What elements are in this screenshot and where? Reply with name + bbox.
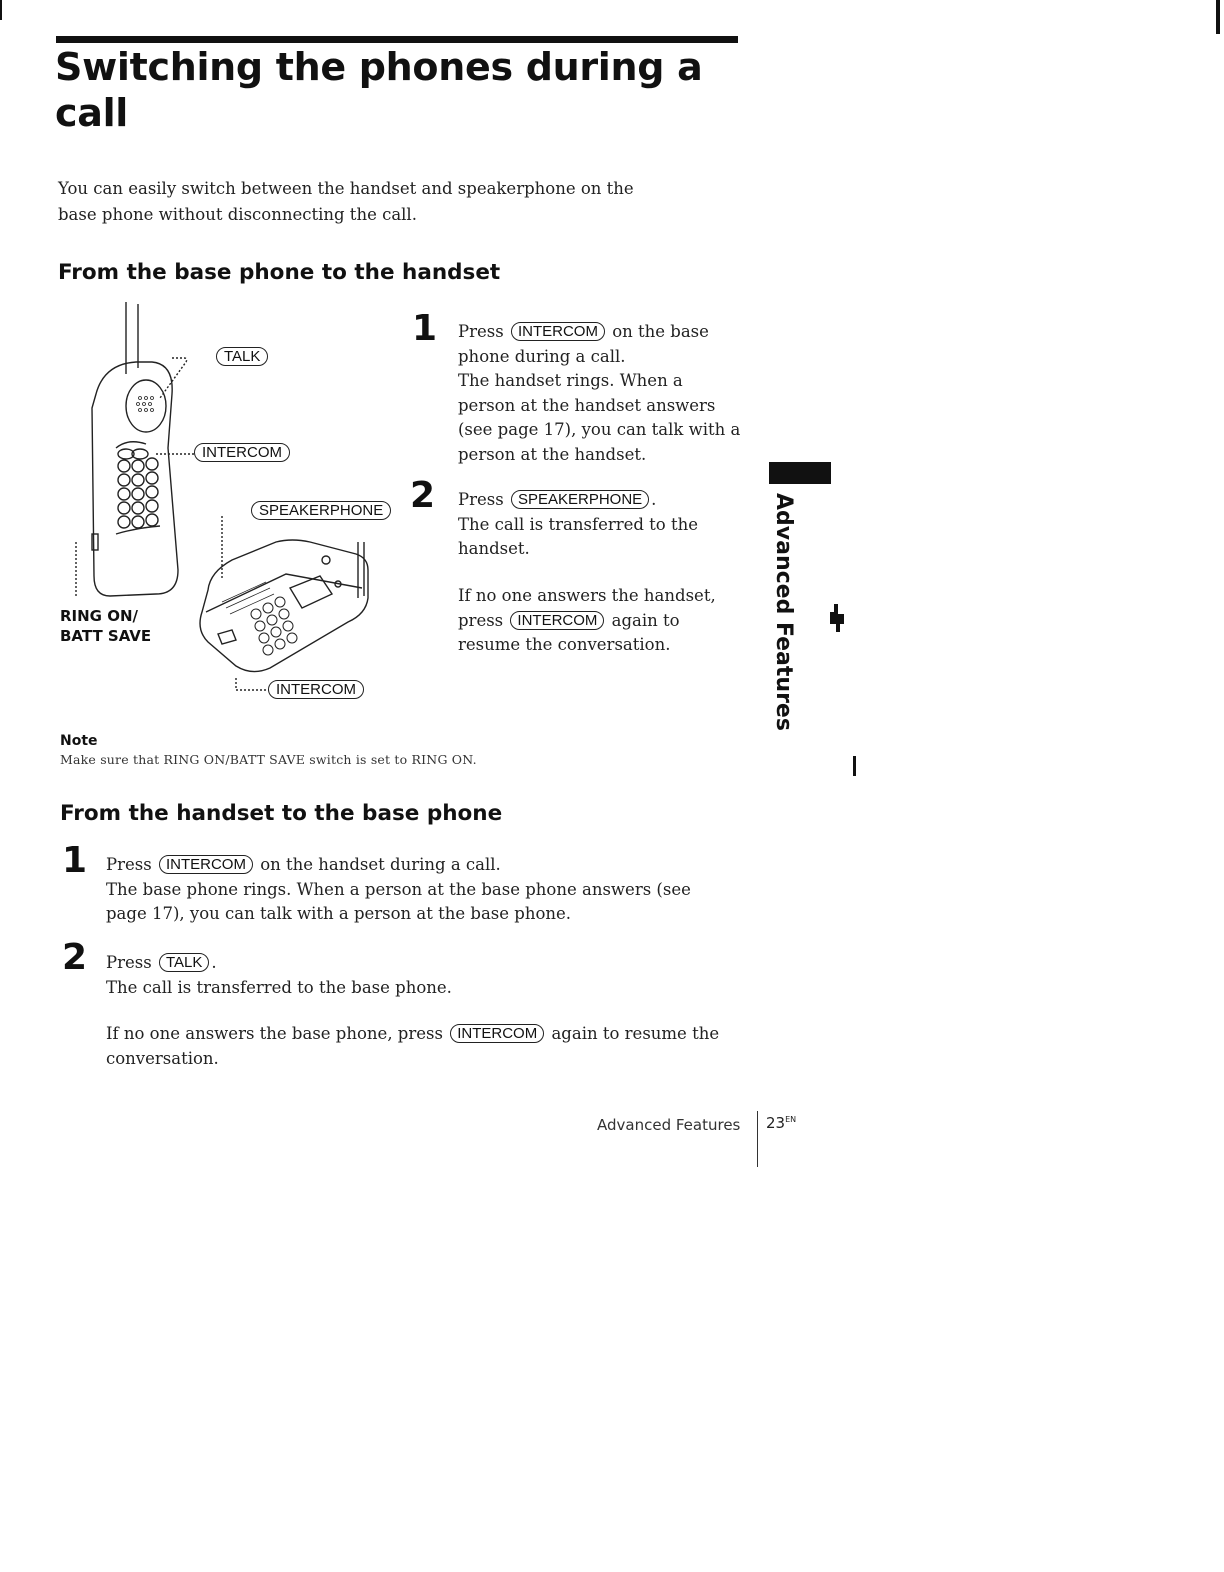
section2-step1-number: 1: [62, 840, 88, 881]
right-edge-mark: [1216, 0, 1220, 34]
handset-earpiece: [126, 380, 166, 432]
handset-keypad: [118, 458, 158, 528]
section2-step1-text: Press INTERCOM on the handset during a call. The base phone rings. When a person at the base phone answers (see page 17), you can talk with a person at the base phone.: [106, 855, 691, 923]
fig-speakerphone-label: SPEAKERPHONE: [251, 501, 391, 520]
speakerphone-key: SPEAKERPHONE: [511, 490, 649, 509]
intercom-key: INTERCOM: [511, 322, 605, 341]
footer-section-name: Advanced Features: [597, 1116, 741, 1134]
section1-step1-number: 1: [412, 308, 438, 349]
fig-intercom-handset-label: INTERCOM: [194, 443, 290, 462]
fig-intercom-base-label: INTERCOM: [268, 680, 364, 699]
page-number: $23^{EN}$: [766, 1114, 797, 1132]
base-phone-body: [200, 540, 368, 672]
section1-step2-number: 2: [410, 475, 436, 516]
section1-step2-text: Press SPEAKERPHONE . The call is transferred to the handset.: [458, 490, 699, 558]
talk-key: TALK: [159, 953, 209, 972]
base-keypad: [251, 597, 297, 655]
title-rule: [56, 36, 738, 43]
section1-step1-text: Press INTERCOM on the base phone during a call. The handset rings. When a person at the handset answers (see page 17), you can talk with a person at the handset.: [458, 322, 741, 464]
section2-heading: From the handset to the base phone: [60, 801, 503, 826]
side-tab-label: Advanced Features: [771, 493, 796, 731]
note-heading: Note: [60, 733, 98, 749]
section1-heading: From the base phone to the handset: [58, 260, 501, 285]
intro-paragraph: You can easily switch between the handset and speakerphone on the base phone without disconnecting the call.: [58, 179, 634, 224]
note-text: Make sure that RING ON/BATT SAVE switch is set to RING ON.: [60, 752, 477, 767]
section1-noanswer-text: If no one answers the handset, press INTERCOM again to resume the conversation.: [458, 586, 716, 654]
intercom-key: INTERCOM: [450, 1024, 544, 1043]
footer-divider: [757, 1111, 758, 1167]
section2-step2-text: Press TALK . The call is transferred to the base phone.: [106, 953, 452, 997]
intercom-key: INTERCOM: [510, 611, 604, 630]
page-title: Switching the phones during a call: [55, 45, 703, 135]
ring-switch-label: RING ON/ BATT SAVE: [60, 607, 152, 645]
section2-noanswer-text: If no one answers the base phone, press INTERCOM again to resume the conversation.: [106, 1024, 720, 1068]
left-edge-mark: [0, 0, 2, 20]
scan-mark: [853, 756, 856, 776]
intercom-key: INTERCOM: [159, 855, 253, 874]
fig-talk-label: TALK: [216, 347, 268, 366]
scan-mark: [826, 600, 848, 640]
section2-step2-number: 2: [62, 937, 88, 978]
side-tab-marker: [769, 462, 831, 484]
